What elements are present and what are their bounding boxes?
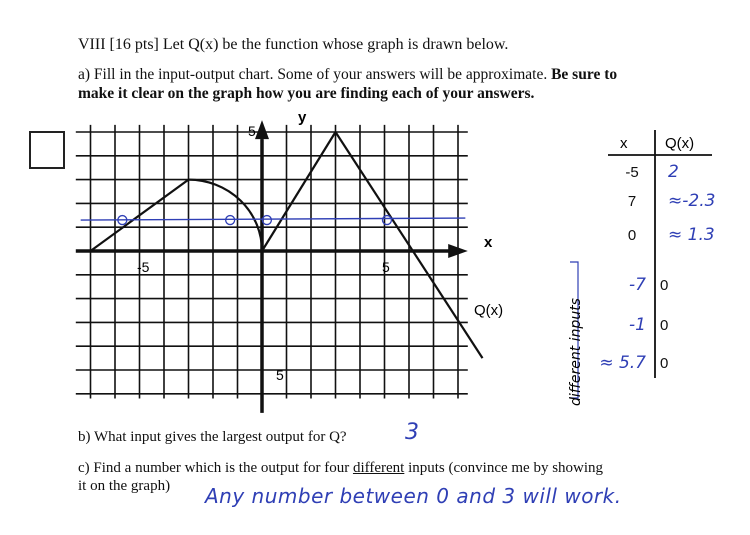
part-a-text: a) Fill in the input-output chart. Some of your answers will be approximate.: [78, 66, 552, 83]
part-c-answer: Any number between 0 and 3 will work.: [205, 484, 622, 508]
tick-label-y-neg5: 5: [276, 367, 284, 383]
graph-grid: [76, 125, 468, 399]
tick-label-y-pos5: 5: [248, 123, 256, 139]
tick-label-x-neg5: -5: [137, 259, 150, 275]
table-cell-x: ≈ 5.7: [599, 353, 646, 373]
table-cell-q: 0: [660, 317, 669, 334]
q-segment-to-peak: [262, 132, 336, 251]
table-header-q: Q(x): [665, 135, 695, 152]
table-cell-x: 7: [627, 193, 637, 210]
table-cell-x: -1: [629, 315, 646, 335]
pen-intersection-circle: [226, 216, 235, 225]
table-cell-q: 2: [668, 162, 679, 182]
table-cell-q: 0: [660, 355, 669, 372]
part-b-answer: 3: [405, 420, 419, 445]
part-b-prompt: b) What input gives the largest output for Q?: [78, 429, 347, 445]
table-cell-q: 0: [660, 277, 669, 294]
table-cell-q: ≈ 1.3: [668, 225, 715, 245]
table-cell-x: -5: [625, 164, 639, 181]
part-c-underlined: different: [352, 460, 405, 476]
different-inputs-label: different inputs: [568, 298, 584, 406]
y-axis-arrow: [255, 120, 269, 139]
part-a-instruction: make it clear on the graph how you are finding each of your answers.: [78, 85, 535, 102]
part-c-text: c) Find a number which is the output for four: [78, 460, 353, 476]
part-c-text-suffix: inputs (convince me by showing: [404, 460, 604, 476]
q-arc: [189, 180, 263, 251]
part-a-bold-text: Be sure to: [551, 66, 618, 83]
question-header: VIII [16 pts] Let Q(x) be the function whose graph is drawn below.: [78, 36, 509, 53]
table-header-x: x: [620, 135, 628, 152]
table-cell-x: -7: [629, 275, 646, 295]
pen-horizontal-line: [81, 218, 466, 220]
part-c-prompt-line2: it on the graph): [78, 478, 171, 494]
function-label: Q(x): [474, 302, 504, 319]
x-axis-label: x: [484, 234, 493, 251]
input-output-table: [570, 130, 715, 398]
part-c-prompt: [78, 460, 603, 477]
table-cell-q: ≈-2.3: [668, 191, 716, 211]
table-cell-x: 0: [627, 227, 637, 244]
tick-label-x-pos5: 5: [382, 259, 390, 275]
y-axis-label: y: [298, 109, 307, 126]
